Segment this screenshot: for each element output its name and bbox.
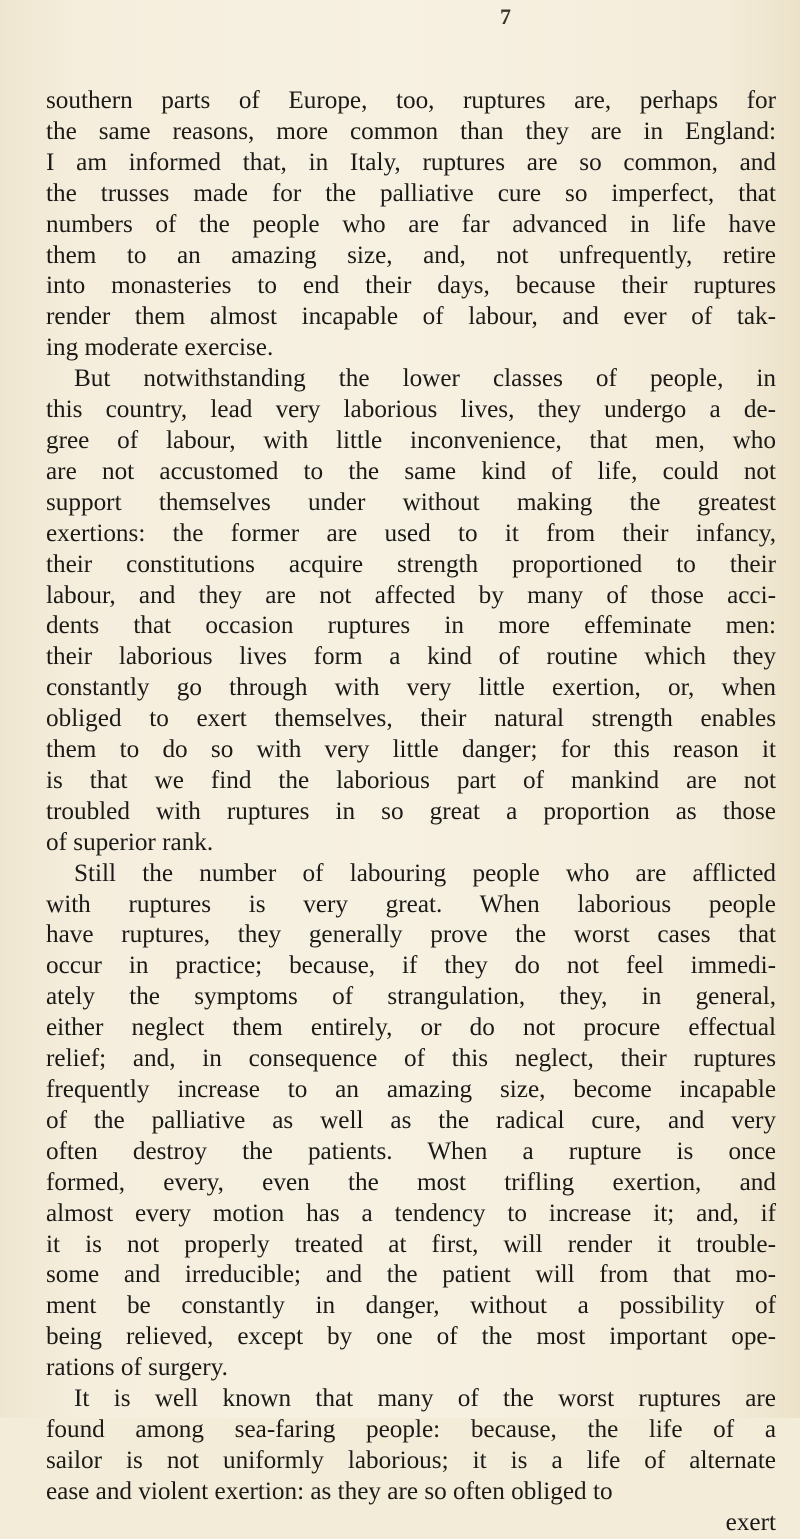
text-line: gree of labour, with little inconvenience, that men, who [46,426,776,454]
text-line: almost every motion has a tendency to increase it; and, if [46,1199,776,1227]
paragraph [46,859,776,1384]
text-line: into monasteries to end their days, because their ruptures [46,272,776,300]
text-line: them to do so with very little danger; for this reason it [46,736,776,764]
text-line: is that we find the laborious part of mankind are not [46,766,776,794]
page-number: 7 [500,4,511,29]
text-line: relief; and, in consequence of this neglect, their ruptures [46,1045,776,1073]
text-line: support themselves under without making the greatest [46,488,776,516]
text-line: them to an amazing size, and, not unfrequently, retire [46,241,776,269]
text-line: constantly go through with very little exertion, or, when [46,674,776,702]
text-line: I am informed that, in Italy, ruptures are so common, and [46,148,776,176]
text-line: exertions: the former are used to it from their infancy, [46,519,776,547]
text-line: numbers of the people who are far advanced in life have [46,210,776,238]
text-line: either neglect them entirely, or do not procure effectual [46,1014,776,1042]
text-line: occur in practice; because, if they do not feel immedi- [46,952,776,980]
paragraph [46,364,776,859]
text-line: this country, lead very laborious lives, they undergo a de- [46,396,776,424]
text-line: some and irreducible; and the patient will from that mo- [46,1261,776,1289]
text-line: frequently increase to an amazing size, become incapable [46,1076,776,1103]
text-line: ately the symptoms of strangulation, they, in general, [46,983,776,1011]
text-line: of superior rank. [46,828,214,856]
text-line: of the palliative as well as the radical cure, and very [46,1106,776,1134]
text-line: sailor is not uniformly laborious; it is a life of alternate [46,1446,776,1474]
text-line: troubled with ruptures in so great a proportion as those [46,797,776,825]
text-line: Still the number of labouring people who are afflicted [74,859,776,887]
text-line: their constitutions acquire strength proportioned to their [46,550,776,578]
text-line: ing moderate exercise. [46,334,274,362]
text-line: ment be constantly in danger, without a possibility of [46,1292,776,1320]
text-line: often destroy the patients. When a rupture is once [46,1137,776,1165]
text-line: southern parts of Europe, too, ruptures are, perhaps for [46,87,776,114]
paragraph [46,86,776,364]
text-line: it is not properly treated at first, will render it trouble- [46,1230,776,1258]
catchword: exert [725,1508,776,1536]
text-line: the trusses made for the palliative cure so imperfect, that [46,179,776,207]
text-line: labour, and they are not affected by many of those acci- [46,581,776,609]
text-line: formed, every, even the most trifling exertion, and [46,1168,776,1196]
text-line: obliged to exert themselves, their natural strength enables [46,705,776,733]
text-line: But notwithstanding the lower classes of people, in [74,365,776,393]
text-line: render them almost incapable of labour, and ever of tak- [46,303,776,331]
text-line: their laborious lives form a kind of routine which they [46,643,776,671]
text-line: dents that occasion ruptures in more effeminate men: [46,612,776,640]
body-text [46,86,776,1539]
text-line: are not accustomed to the same kind of life, could not [46,457,776,485]
text-line: have ruptures, they generally prove the worst cases that [46,921,776,949]
text-line: It is well known that many of the worst ruptures are [74,1385,776,1413]
text-line: with ruptures is very great. When laborious people [46,890,776,918]
paragraph [46,1384,776,1508]
text-line: ease and violent exertion: as they are so often obliged to [46,1477,613,1505]
text-line: being relieved, except by one of the most important ope- [46,1323,776,1351]
text-line: rations of surgery. [46,1354,228,1382]
text-line: the same reasons, more common than they are in England: [46,117,776,145]
text-line: found among sea-faring people: because, the life of a [46,1415,776,1443]
